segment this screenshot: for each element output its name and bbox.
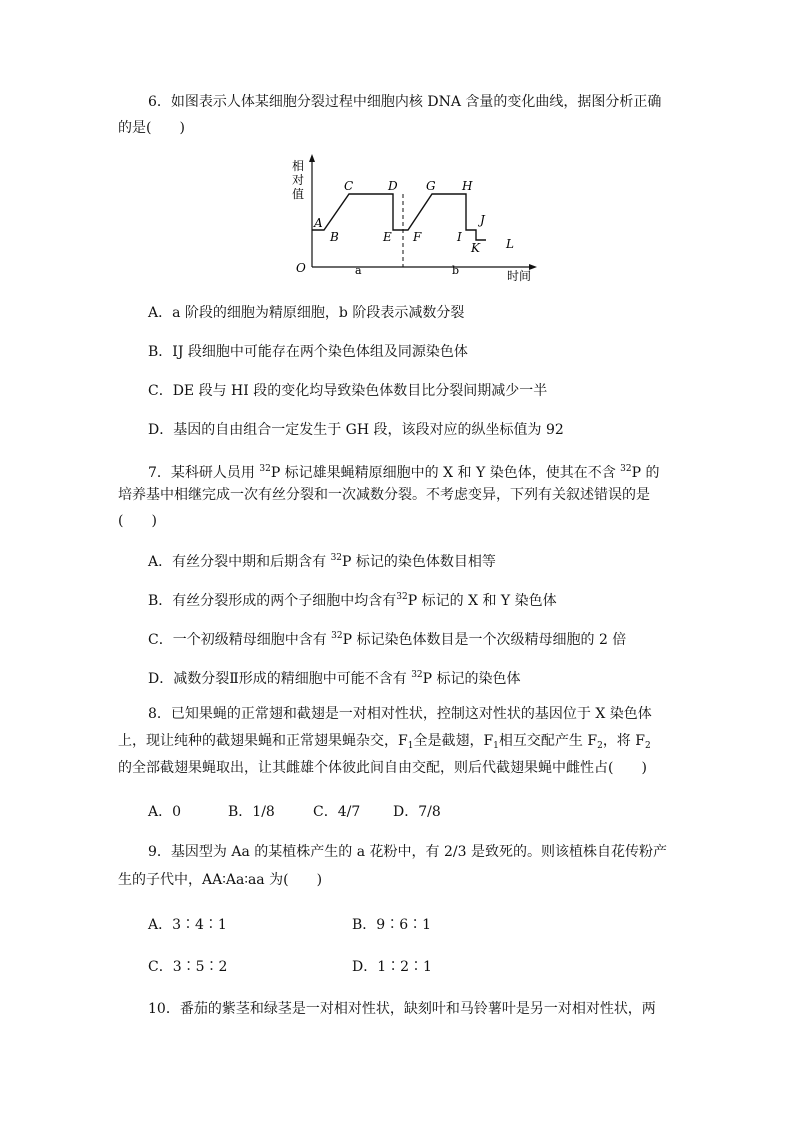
point-l: L [506, 237, 514, 251]
point-a: A [314, 216, 323, 230]
phase-b-label: b [452, 264, 460, 277]
point-b: B [330, 230, 339, 244]
q8-option-d: D．7/8 [393, 804, 441, 820]
q10-stem-line1: 10．番茄的紫茎和绿茎是一对相对性状，缺刻叶和马铃薯叶是另一对相对性状，两 [148, 1001, 656, 1017]
q7-option-a: A．有丝分裂中期和后期含有 $^{32}$P 标记的染色体数目相等 [148, 553, 496, 570]
q6-stem-line2: 的是( ) [118, 120, 185, 136]
point-j: J [480, 213, 485, 227]
point-k: K [471, 241, 480, 255]
q7-option-c: C．一个初级精母细胞中含有 $^{32}$P 标记染色体数目是一个次级精母细胞的 2 倍 [148, 631, 627, 648]
point-h: H [462, 179, 473, 193]
q9-option-c: C．3∶5∶2 [148, 959, 228, 975]
q6-option-b: B．IJ 段细胞中可能存在两个染色体组及同源染色体 [148, 344, 468, 360]
q6-option-c: C．DE 段与 HI 段的变化均导致染色体数目比分裂间期减少一半 [148, 383, 548, 399]
q6-option-a: A．a 阶段的细胞为精原细胞，b 阶段表示减数分裂 [148, 305, 465, 321]
q7-stem-line1: 7．某科研人员用 $^{32}$P 标记雄果蝇精原细胞中的 X 和 Y 染色体，使其在不含 $^{32}$P 的 [148, 464, 660, 481]
q8-stem-line2: 上，现让纯种的截翅果蝇和正常翅果蝇杂交，$F_1$全是截翅，$F_1$相互交配产生 $F_2$，将 $F_2$ [118, 733, 651, 751]
q9-option-d: D．1∶2∶1 [352, 959, 432, 975]
q8-stem-line1: 8．已知果蝇的正常翅和截翅是一对相对性状，控制这对性状的基因位于 X 染色体 [148, 706, 652, 722]
origin-label: O [296, 261, 306, 275]
y-axis-arrow-icon [309, 154, 315, 162]
point-f: F [413, 230, 422, 244]
x-label: 时间 [507, 269, 532, 282]
q9-option-a: A．3∶4∶1 [148, 917, 227, 933]
dna-curve-svg [282, 152, 542, 282]
q8-option-c: C．4/7 [313, 804, 361, 820]
q7-option-b: B．有丝分裂形成的两个子细胞中均含有$^{32}$P 标记的 X 和 Y 染色体 [148, 592, 557, 609]
q9-option-b: B．9∶6∶1 [352, 917, 432, 933]
q9-stem-line1: 9．基因型为 Aa 的某植株产生的 a 花粉中，有 2/3 是致死的。则该植株自花传粉产 [148, 844, 667, 860]
point-d: D [388, 179, 398, 193]
y-label-2: 对 [292, 173, 305, 187]
q8-option-b: B．1/8 [228, 804, 275, 820]
dna-content-curve-figure [282, 152, 542, 282]
q6-stem-line1: 6．如图表示人体某细胞分裂过程中细胞内核 DNA 含量的变化曲线，据图分析正确 [148, 94, 662, 110]
phase-a-label: a [355, 264, 362, 277]
q6-option-d: D．基因的自由组合一定发生于 GH 段，该段对应的纵坐标值为 92 [148, 422, 564, 438]
q9-stem-line2: 生的子代中，AA∶Aa∶aa 为( ) [118, 872, 323, 888]
y-label-3: 值 [292, 187, 305, 201]
point-g: G [426, 179, 436, 193]
y-label-1: 相 [292, 159, 305, 173]
point-c: C [344, 179, 354, 193]
point-i: I [457, 230, 462, 244]
q7-stem-line2: 培养基中相继完成一次有丝分裂和一次减数分裂。不考虑变异，下列有关叙述错误的是 [118, 487, 650, 503]
q7-option-d: D．减数分裂Ⅱ形成的精细胞中可能不含有 $^{32}$P 标记的染色体 [148, 670, 521, 687]
point-e: E [383, 230, 392, 244]
q8-option-a: A．0 [148, 804, 182, 820]
q8-stem-line3: 的全部截翅果蝇取出，让其雌雄个体彼此间自由交配，则后代截翅果蝇中雌性占( ) [118, 760, 647, 776]
q7-stem-line3: ( ) [118, 513, 157, 529]
